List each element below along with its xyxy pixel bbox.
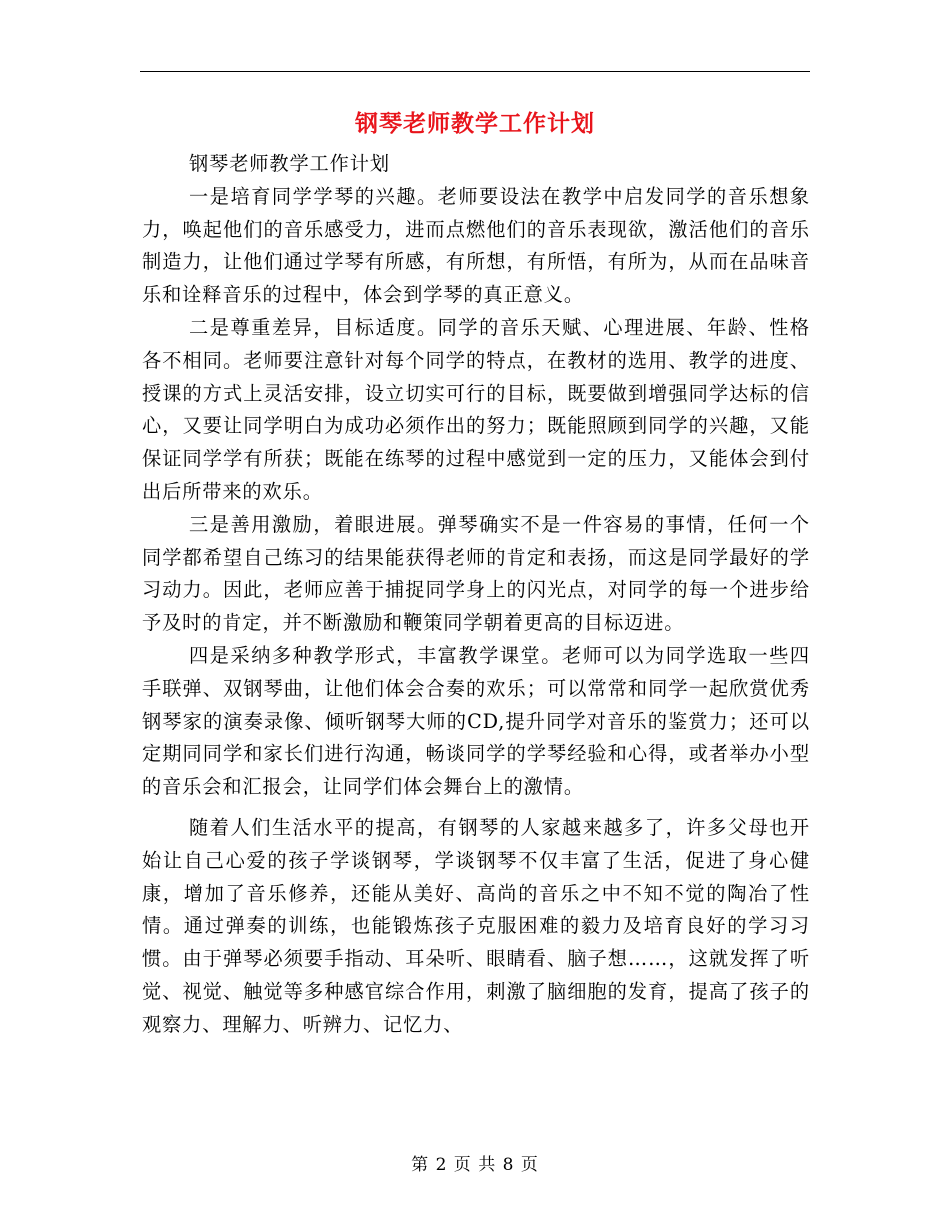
paragraph-5: 随着人们生活水平的提高，有钢琴的人家越来越多了，许多父母也开始让自己心爱的孩子学谈钢琴，学谈钢琴不仅丰富了生活，促进了身心健康，增加了音乐修养，还能从美好、高尚的音乐之中不知不觉的陶冶了性情。通过弹奏的训练，也能锻炼孩子克服困难的毅力及培育良好的学习习惯。由于弹琴必须要手指动、耳朵听、眼睛看、脑子想……，这就发挥了听觉、视觉、触觉等多种感官综合作用，刺激了脑细胞的发育，提高了孩子的观察力、理解力、听辨力、记忆力、 xyxy=(142,815,810,1036)
document-body xyxy=(142,148,810,1042)
paragraph-2: 二是尊重差异，目标适度。同学的音乐天赋、心理进展、年龄、性格各不相同。老师要注意针对每个同学的特点，在教材的选用、教学的进度、授课的方式上灵活安排，设立切实可行的目标，既要做到增强同学达标的信心，又要让同学明白为成功必须作出的努力；既能照顾到同学的兴趣，又能保证同学学有所获；既能在练琴的过程中感觉到一定的压力，又能体会到付出后所带来的欢乐。 xyxy=(142,315,810,503)
paragraph-1: 一是培育同学学琴的兴趣。老师要设法在教学中启发同学的音乐想象力，唤起他们的音乐感受力，进而点燃他们的音乐表现欲，激活他们的音乐制造力，让他们通过学琴有所感，有所想，有所悟，有所为，从而在品味音乐和诠释音乐的过程中，体会到学琴的真正意义。 xyxy=(142,184,810,307)
header-rule xyxy=(140,71,810,72)
paragraph-4: 四是采纳多种教学形式，丰富教学课堂。老师可以为同学选取一些四手联弹、双钢琴曲，让他们体会合奏的欢乐；可以常常和同学一起欣赏优秀钢琴家的演奏录像、倾听钢琴大师的CD,提升同学对音乐的鉴赏力；还可以定期同同学和家长们进行沟通，畅谈同学的学琴经验和心得，或者举办小型的音乐会和汇报会，让同学们体会舞台上的激情。 xyxy=(142,643,810,799)
page-number: 第 2 页 共 8 页 xyxy=(411,1155,539,1175)
paragraph-3: 三是善用激励，着眼进展。弹琴确实不是一件容易的事情，任何一个同学都希望自己练习的结果能获得老师的肯定和表扬，而这是同学最好的学习动力。因此，老师应善于捕捉同学身上的闪光点，对同学的每一个进步给予及时的肯定，并不断激励和鞭策同学朝着更高的目标迈进。 xyxy=(142,512,810,635)
paragraph-subtitle: 钢琴老师教学工作计划 xyxy=(189,152,390,175)
document-title: 钢琴老师教学工作计划 xyxy=(355,110,595,137)
